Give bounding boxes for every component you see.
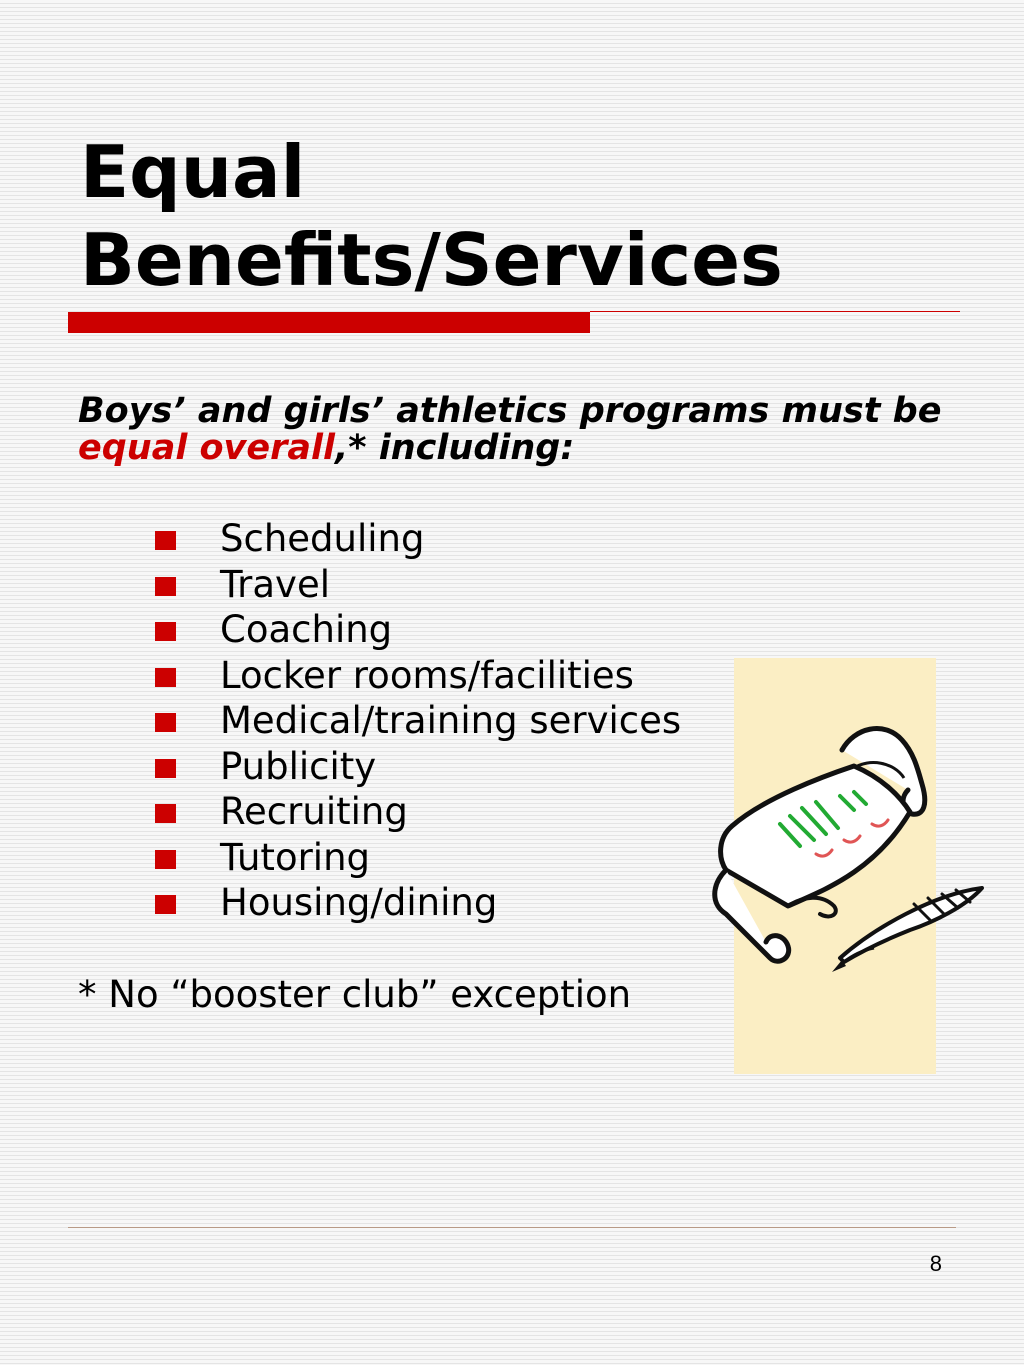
- title-underline-thick: [68, 312, 590, 333]
- list-item-label: Tutoring: [220, 835, 371, 879]
- square-bullet-icon: [155, 850, 176, 869]
- intro-text: [78, 393, 978, 467]
- list-item-label: Scheduling: [220, 517, 425, 560]
- footnote: * No “booster club” exception: [78, 973, 632, 1016]
- list-item-label: Travel: [220, 562, 330, 606]
- square-bullet-icon: [155, 713, 176, 732]
- title-line-1: Equal: [80, 130, 306, 214]
- square-bullet-icon: [155, 895, 176, 914]
- intro-part-1: Boys’ and girls’ athletics programs must be: [78, 391, 942, 431]
- square-bullet-icon: [155, 531, 176, 550]
- title-underline-thin: [590, 311, 960, 312]
- square-bullet-icon: [155, 759, 176, 778]
- intro-highlight: equal overall: [78, 428, 335, 468]
- intro-part-2: ,* including:: [334, 428, 575, 468]
- list-item-label: Locker rooms/facilities: [220, 653, 634, 697]
- square-bullet-icon: [155, 622, 176, 641]
- list-item-label: Recruiting: [220, 790, 408, 833]
- slide-title: [80, 128, 960, 304]
- title-line-2: Benefits/Services: [80, 218, 783, 302]
- page-number: 8: [929, 1251, 942, 1276]
- list-item-label: Housing/dining: [220, 881, 498, 924]
- list-item-label: Medical/training services: [220, 699, 682, 742]
- scroll-and-quill-icon: [704, 658, 986, 1074]
- list-item-label: Coaching: [220, 608, 393, 651]
- square-bullet-icon: [155, 668, 176, 687]
- square-bullet-icon: [155, 804, 176, 823]
- list-item-label: Publicity: [220, 744, 377, 788]
- footer-divider: [68, 1227, 956, 1228]
- square-bullet-icon: [155, 577, 176, 596]
